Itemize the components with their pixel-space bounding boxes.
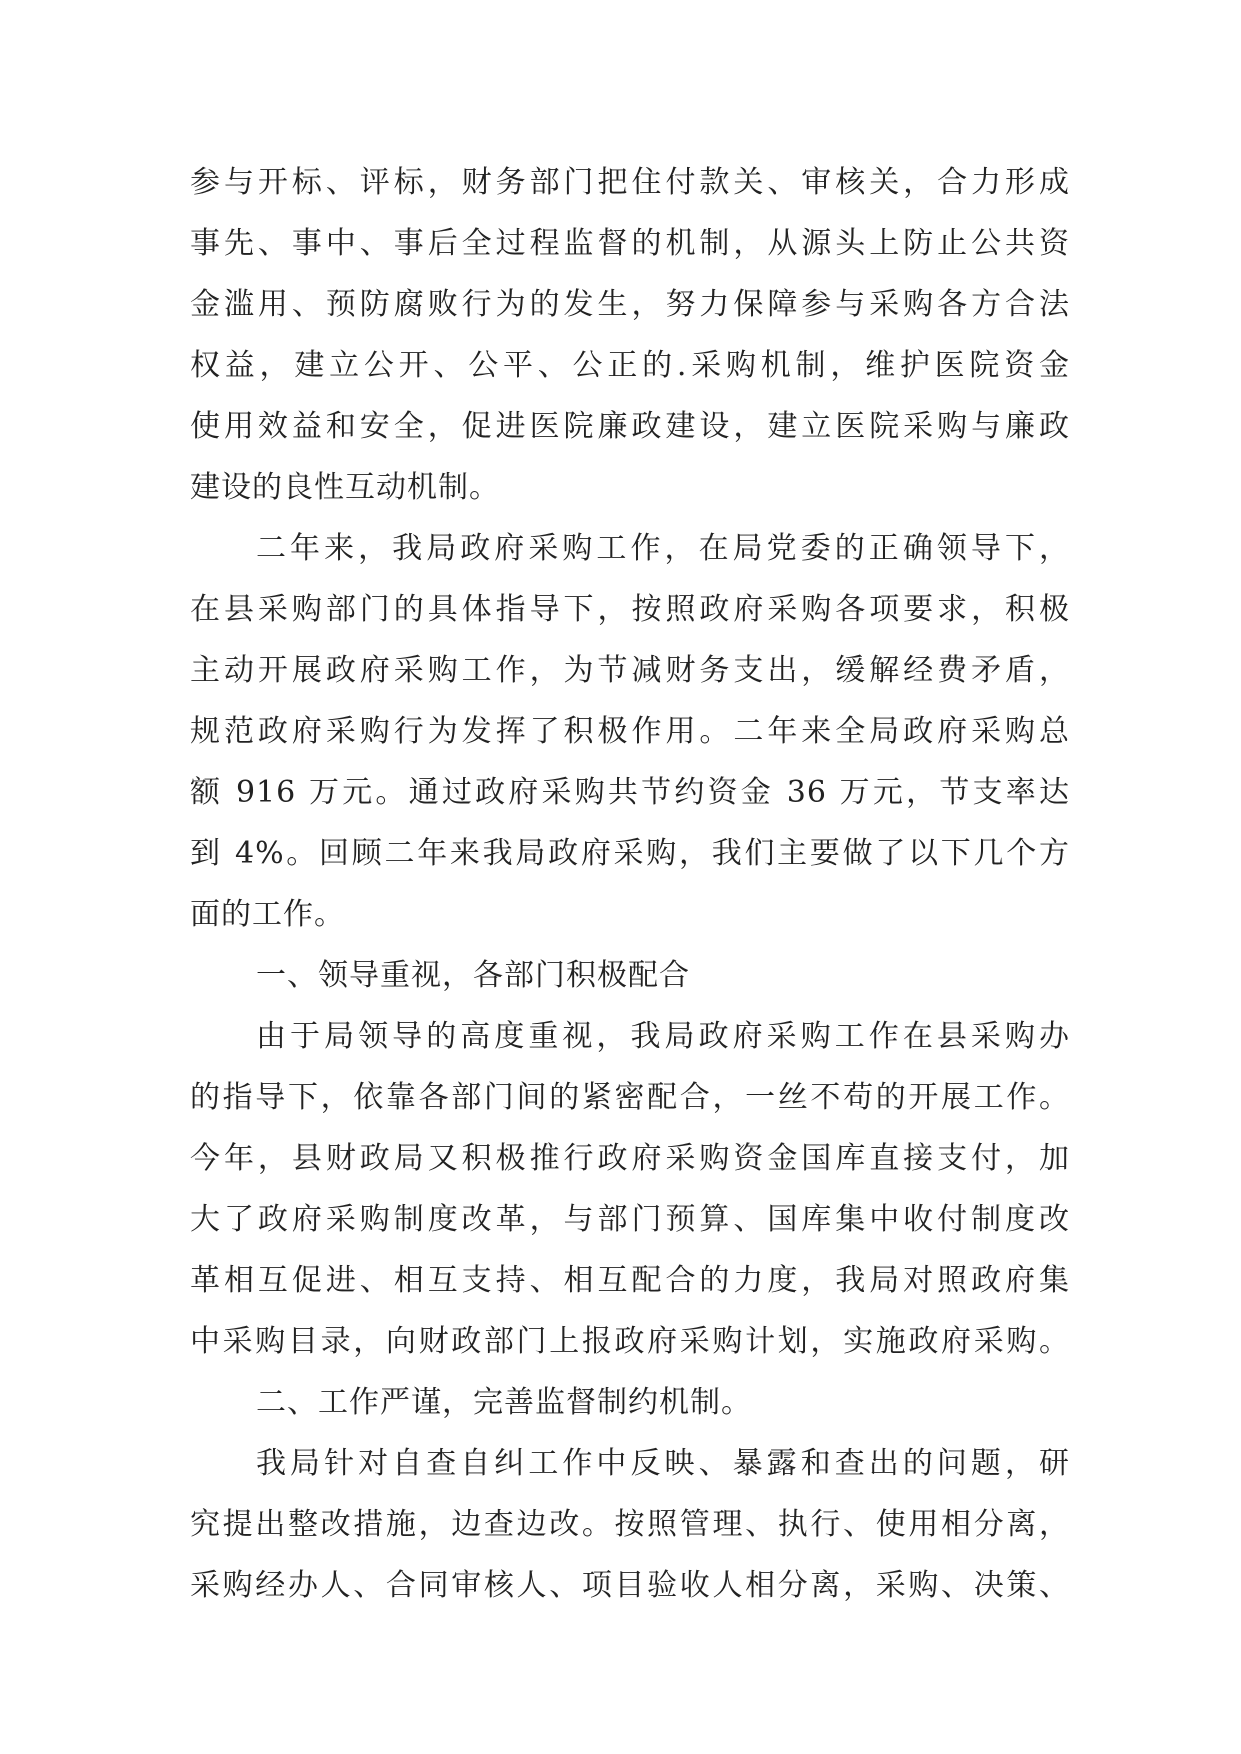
text-line: 在县采购部门的具体指导下，按照政府采购各项要求，积极 [190, 592, 1070, 627]
text-line: 我局针对自查自纠工作中反映、暴露和查出的问题，研 [256, 1446, 1070, 1481]
text-line: 建设的良性互动机制。 [190, 470, 500, 505]
text-line: 究提出整改措施，边查边改。按照管理、执行、使用相分离， [190, 1507, 1070, 1542]
text-line: 参与开标、评标，财务部门把住付款关、审核关，合力形成 [190, 165, 1070, 200]
text-line: 采购经办人、合同审核人、项目验收人相分离，采购、决策、 [190, 1568, 1070, 1603]
text-line: 金滥用、预防腐败行为的发生，努力保障参与采购各方合法 [190, 287, 1070, 322]
text-line: 由于局领导的高度重视，我局政府采购工作在县采购办 [256, 1019, 1070, 1054]
text-line: 二、工作严谨，完善监督制约机制。 [256, 1385, 752, 1420]
text-line: 革相互促进、相互支持、相互配合的力度，我局对照政府集 [190, 1263, 1070, 1298]
document-body [190, 152, 1070, 1616]
text-line: 的指导下，依靠各部门间的紧密配合，一丝不苟的开展工作。 [190, 1080, 1070, 1115]
text-line: 到 4%。回顾二年来我局政府采购，我们主要做了以下几个方 [190, 836, 1070, 871]
text-line: 事先、事中、事后全过程监督的机制，从源头上防止公共资 [190, 226, 1070, 261]
text-line: 今年，县财政局又积极推行政府采购资金国库直接支付，加 [190, 1141, 1070, 1176]
text-line: 二年来，我局政府采购工作，在局党委的正确领导下， [256, 531, 1070, 566]
text-line: 使用效益和安全，促进医院廉政建设，建立医院采购与廉政 [190, 409, 1070, 444]
text-line: 大了政府采购制度改革，与部门预算、国库集中收付制度改 [190, 1202, 1070, 1237]
text-line: 中采购目录，向财政部门上报政府采购计划，实施政府采购。 [190, 1324, 1070, 1359]
text-line: 额 916 万元。通过政府采购共节约资金 36 万元，节支率达 [190, 775, 1070, 810]
text-line: 主动开展政府采购工作，为节减财务支出，缓解经费矛盾， [190, 653, 1070, 688]
text-line: 面的工作。 [190, 897, 345, 932]
text-line: 权益，建立公开、公平、公正的.采购机制，维护医院资金 [190, 348, 1070, 383]
text-line: 规范政府采购行为发挥了积极作用。二年来全局政府采购总 [190, 714, 1070, 749]
text-line: 一、领导重视，各部门积极配合 [256, 958, 690, 993]
